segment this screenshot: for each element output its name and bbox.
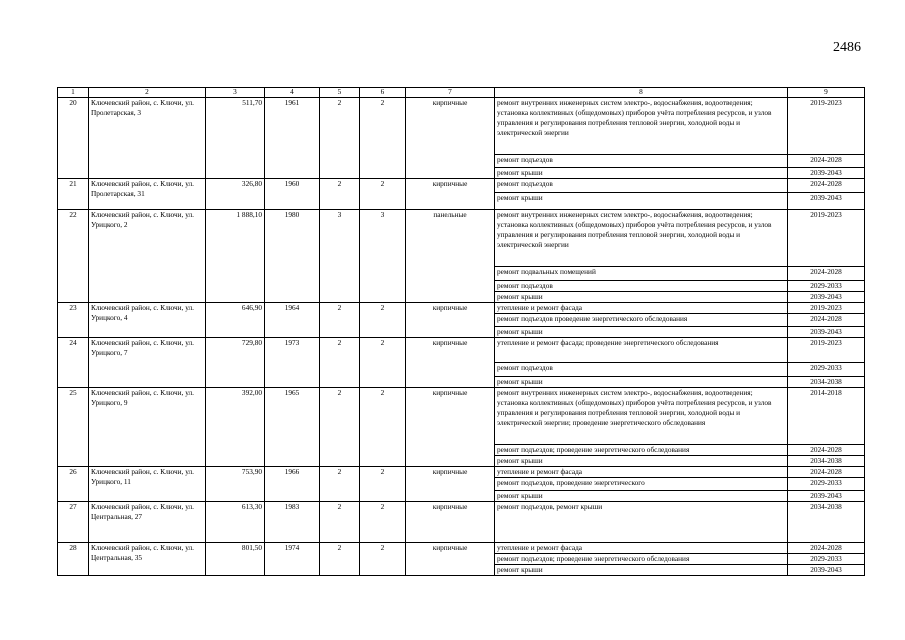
- address-cell: Ключевский район, с. Ключи, ул. Пролетарская, 31: [89, 179, 206, 210]
- year-cell: 1983: [265, 502, 320, 543]
- year-cell: 1965: [265, 388, 320, 467]
- work-type-cell: ремонт подъездов проведение энергетического обследования: [495, 314, 788, 327]
- work-type-cell: ремонт подъездов, проведение энергетического: [495, 478, 788, 491]
- work-period-cell: 2019-2023: [788, 210, 865, 267]
- work-period-cell: 2029-2033: [788, 554, 865, 565]
- work-period-cell: 2039-2043: [788, 193, 865, 210]
- entrances-cell: 2: [360, 179, 406, 210]
- column-number-row: [58, 88, 865, 98]
- table-row: [58, 179, 865, 193]
- work-type-cell: утепление и ремонт фасада: [495, 467, 788, 478]
- work-type-cell: ремонт крыши: [495, 491, 788, 502]
- work-type-cell: утепление и ремонт фасада: [495, 303, 788, 314]
- work-period-cell: 2014-2018: [788, 388, 865, 445]
- floors-cell: 2: [320, 388, 360, 467]
- entrances-cell: 2: [360, 388, 406, 467]
- wall-material-cell: кирпичные: [406, 467, 495, 502]
- repair-program-table: [57, 87, 865, 576]
- floors-cell: 2: [320, 543, 360, 576]
- work-period-cell: 2019-2023: [788, 338, 865, 363]
- work-period-cell: 2039-2043: [788, 565, 865, 576]
- table-row: [58, 338, 865, 363]
- work-period-cell: 2039-2043: [788, 292, 865, 303]
- entrances-cell: 2: [360, 502, 406, 543]
- work-type-cell: ремонт внутренних инженерных систем электро-, водоснабжения, водоотведения; установка коллективных (общедомовых) приборов учёта потребления ресурсов, и узлов управления и регулирования потребления тепловой энергии, холодной воды и электрической энергии: [495, 210, 788, 267]
- column-number: 9: [788, 88, 865, 98]
- work-type-cell: ремонт подъездов: [495, 155, 788, 168]
- area-cell: 326,80: [206, 179, 265, 210]
- year-cell: 1973: [265, 338, 320, 388]
- work-period-cell: 2024-2028: [788, 179, 865, 193]
- entrances-cell: 2: [360, 303, 406, 338]
- entrances-cell: 3: [360, 210, 406, 303]
- area-cell: 753,90: [206, 467, 265, 502]
- area-cell: 392,00: [206, 388, 265, 467]
- column-number: 4: [265, 88, 320, 98]
- address-cell: Ключевский район, с. Ключи, ул. Урицкого, 4: [89, 303, 206, 338]
- floors-cell: 2: [320, 303, 360, 338]
- table-row: [58, 98, 865, 155]
- table-body: [58, 98, 865, 576]
- work-type-cell: ремонт подъездов: [495, 281, 788, 292]
- work-period-cell: 2024-2028: [788, 155, 865, 168]
- floors-cell: 2: [320, 502, 360, 543]
- table-row: [58, 502, 865, 543]
- work-period-cell: 2024-2028: [788, 314, 865, 327]
- address-cell: Ключевский район, с. Ключи, ул. Пролетарская, 3: [89, 98, 206, 179]
- column-number: 6: [360, 88, 406, 98]
- row-number-cell: 25: [58, 388, 89, 467]
- work-type-cell: ремонт подъездов; проведение энергетического обследования: [495, 554, 788, 565]
- work-period-cell: 2039-2043: [788, 491, 865, 502]
- column-number: 7: [406, 88, 495, 98]
- row-number-cell: 26: [58, 467, 89, 502]
- work-type-cell: ремонт подъездов; проведение энергетического обследования: [495, 445, 788, 456]
- work-period-cell: 2034-2038: [788, 502, 865, 543]
- area-cell: 801,50: [206, 543, 265, 576]
- work-period-cell: 2034-2038: [788, 456, 865, 467]
- wall-material-cell: кирпичные: [406, 388, 495, 467]
- work-period-cell: 2024-2028: [788, 445, 865, 456]
- floors-cell: 2: [320, 338, 360, 388]
- floors-cell: 2: [320, 179, 360, 210]
- row-number-cell: 28: [58, 543, 89, 576]
- column-number: 2: [89, 88, 206, 98]
- area-cell: 729,80: [206, 338, 265, 388]
- table-row: [58, 210, 865, 267]
- address-cell: Ключевский район, с. Ключи, ул. Центральная, 35: [89, 543, 206, 576]
- column-number: 5: [320, 88, 360, 98]
- work-type-cell: ремонт внутренних инженерных систем электро-, водоснабжения, водоотведения; установка коллективных (общедомовых) приборов учёта потребления ресурсов, и узлов управления и регулирования потребления тепловой энергии, холодной воды и электрической энергии; проведение энергетического обследования: [495, 388, 788, 445]
- wall-material-cell: кирпичные: [406, 98, 495, 179]
- work-period-cell: 2034-2038: [788, 377, 865, 388]
- work-type-cell: утепление и ремонт фасада: [495, 543, 788, 554]
- address-cell: Ключевский район, с. Ключи, ул. Центральная, 27: [89, 502, 206, 543]
- address-cell: Ключевский район, с. Ключи, ул. Урицкого, 2: [89, 210, 206, 303]
- column-number: 8: [495, 88, 788, 98]
- work-type-cell: ремонт подъездов: [495, 179, 788, 193]
- year-cell: 1960: [265, 179, 320, 210]
- work-type-cell: ремонт крыши: [495, 456, 788, 467]
- year-cell: 1980: [265, 210, 320, 303]
- work-type-cell: ремонт крыши: [495, 327, 788, 338]
- table-row: [58, 303, 865, 314]
- row-number-cell: 21: [58, 179, 89, 210]
- year-cell: 1974: [265, 543, 320, 576]
- work-period-cell: 2019-2023: [788, 98, 865, 155]
- entrances-cell: 2: [360, 338, 406, 388]
- work-type-cell: ремонт внутренних инженерных систем электро-, водоснабжения, водоотведения; установка коллективных (общедомовых) приборов учёта потребления ресурсов, и узлов управления и регулирования потребления тепловой энергии, холодной воды и электрической энергии: [495, 98, 788, 155]
- column-number: 1: [58, 88, 89, 98]
- address-cell: Ключевский район, с. Ключи, ул. Урицкого, 7: [89, 338, 206, 388]
- address-cell: Ключевский район, с. Ключи, ул. Урицкого, 9: [89, 388, 206, 467]
- work-type-cell: ремонт подъездов, ремонт крыши: [495, 502, 788, 543]
- work-period-cell: 2019-2023: [788, 303, 865, 314]
- row-number-cell: 24: [58, 338, 89, 388]
- work-period-cell: 2039-2043: [788, 168, 865, 179]
- work-type-cell: ремонт крыши: [495, 565, 788, 576]
- row-number-cell: 23: [58, 303, 89, 338]
- table-row: [58, 388, 865, 445]
- area-cell: 511,70: [206, 98, 265, 179]
- floors-cell: 3: [320, 210, 360, 303]
- work-period-cell: 2024-2028: [788, 467, 865, 478]
- year-cell: 1961: [265, 98, 320, 179]
- work-type-cell: ремонт подъездов: [495, 363, 788, 377]
- wall-material-cell: панельные: [406, 210, 495, 303]
- page-number: 2486: [833, 40, 861, 55]
- row-number-cell: 20: [58, 98, 89, 179]
- entrances-cell: 2: [360, 543, 406, 576]
- floors-cell: 2: [320, 98, 360, 179]
- work-type-cell: ремонт крыши: [495, 193, 788, 210]
- row-number-cell: 27: [58, 502, 89, 543]
- address-cell: Ключевский район, с. Ключи, ул. Урицкого, 11: [89, 467, 206, 502]
- wall-material-cell: кирпичные: [406, 338, 495, 388]
- work-period-cell: 2029-2033: [788, 478, 865, 491]
- area-cell: 613,30: [206, 502, 265, 543]
- area-cell: 1 888,10: [206, 210, 265, 303]
- work-type-cell: утепление и ремонт фасада; проведение энергетического обследования: [495, 338, 788, 363]
- work-period-cell: 2029-2033: [788, 363, 865, 377]
- table-row: [58, 467, 865, 478]
- work-period-cell: 2024-2028: [788, 543, 865, 554]
- work-type-cell: ремонт крыши: [495, 168, 788, 179]
- work-type-cell: ремонт крыши: [495, 377, 788, 388]
- entrances-cell: 2: [360, 98, 406, 179]
- work-type-cell: ремонт крыши: [495, 292, 788, 303]
- work-period-cell: 2039-2043: [788, 327, 865, 338]
- year-cell: 1966: [265, 467, 320, 502]
- wall-material-cell: кирпичные: [406, 179, 495, 210]
- work-type-cell: ремонт подвальных помещений: [495, 267, 788, 281]
- year-cell: 1964: [265, 303, 320, 338]
- wall-material-cell: кирпичные: [406, 543, 495, 576]
- wall-material-cell: кирпичные: [406, 303, 495, 338]
- work-period-cell: 2024-2028: [788, 267, 865, 281]
- work-period-cell: 2029-2033: [788, 281, 865, 292]
- entrances-cell: 2: [360, 467, 406, 502]
- floors-cell: 2: [320, 467, 360, 502]
- wall-material-cell: кирпичные: [406, 502, 495, 543]
- area-cell: 646,90: [206, 303, 265, 338]
- row-number-cell: 22: [58, 210, 89, 303]
- column-number: 3: [206, 88, 265, 98]
- table-row: [58, 543, 865, 554]
